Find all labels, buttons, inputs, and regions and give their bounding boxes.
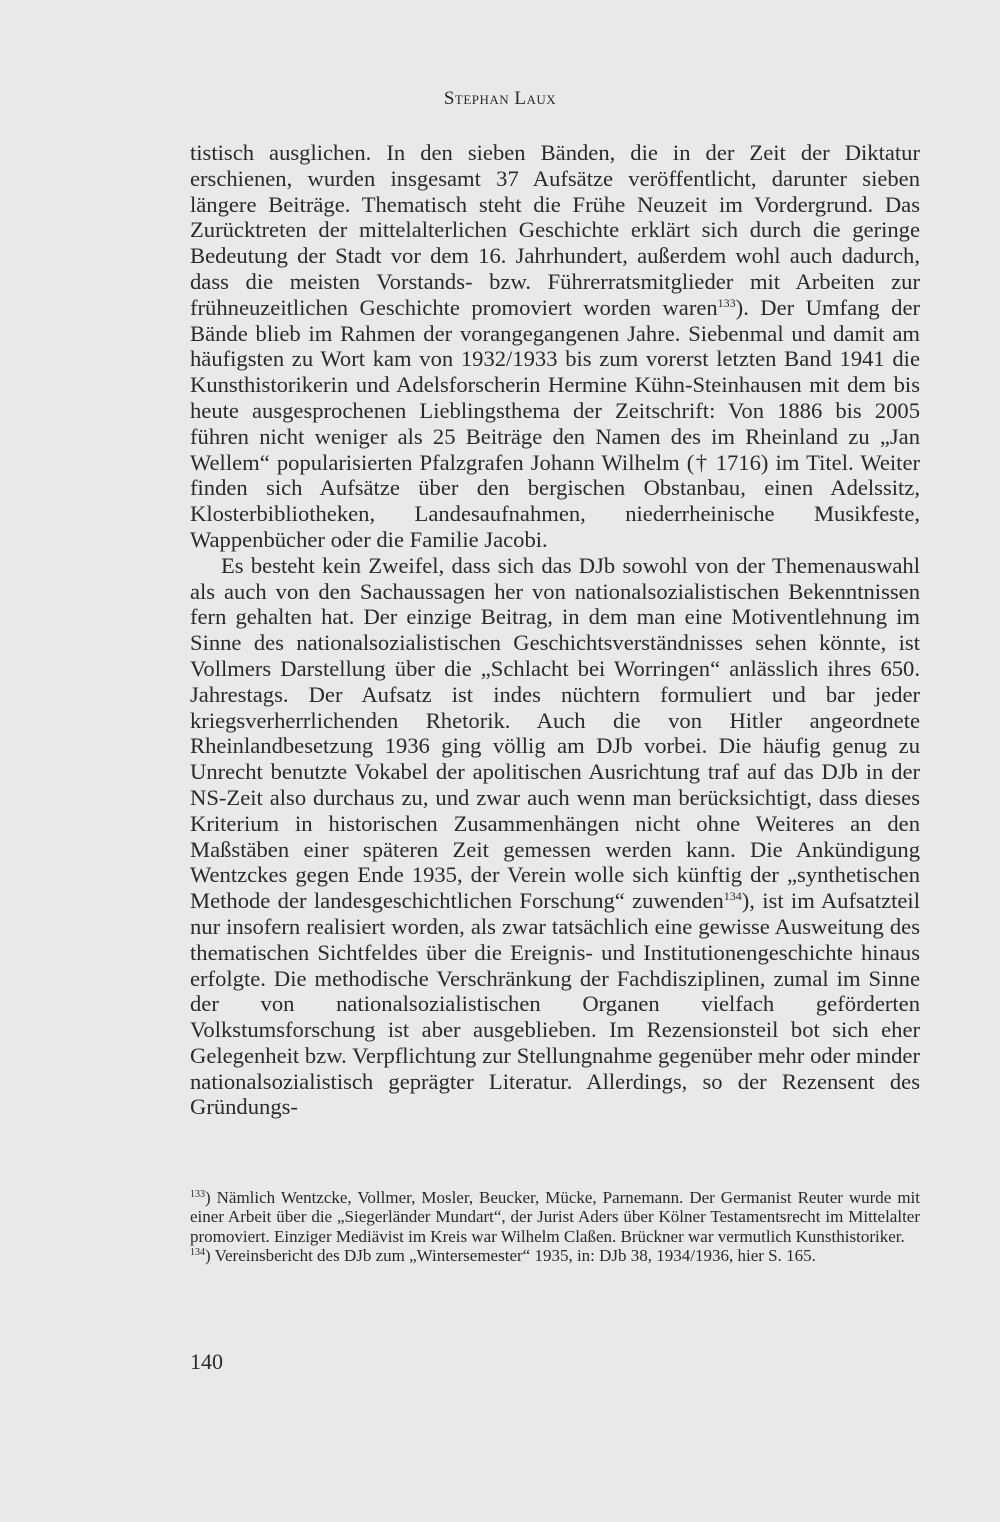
paragraph-1-text-a: tistisch ausglichen. In den sieben Bänden, die in der Zeit der Diktatur erschienen, wurden insgesamt 37 Aufsätze veröffentlicht, darunter sieben längere Beiträge. Thematisch steht die Frühe Neuzeit im Vordergrund. Das Zurücktreten der mittelalterlichen Geschichte erklärt sich durch die geringe Bedeutung der Stadt vor dem 16. Jahrhundert, außerdem wohl auch dadurch, dass die meisten Vorstands- bzw. Führerratsmitglieder mit Arbeiten zur frühneuzeitlichen Geschichte promoviert worden waren bbox=[190, 140, 920, 320]
footnote-number: 133 bbox=[190, 1189, 205, 1200]
footnote-text: ) Nämlich Wentzcke, Vollmer, Mosler, Beucker, Mücke, Parnemann. Der Germanist Reuter wurde mit einer Arbeit über die „Siegerländer Mundart“, der Jurist Aders über Kölner Testamentsrecht im Mittelalter promoviert. Einziger Mediävist im Kreis war Wilhelm Claßen. Brückner war vermutlich Kunsthistoriker. bbox=[190, 1188, 920, 1246]
paragraph-2-text-a: Es besteht kein Zweifel, dass sich das DJb sowohl von der Themenauswahl als auch von den Sachaussagen her von nationalsozialistischen Bekenntnissen fern gehalten hat. Der einzige Beitrag, in dem man eine Motiventlehnung im Sinne des nationalsozialistischen Geschichtsverständnisses sehen könnte, ist Vollmers Darstellung über die „Schlacht bei Worringen“ anlässlich ihres 650. Jahrestags. Der Aufsatz ist indes nüchtern formuliert und bar jeder kriegsverherrlichenden Rhetorik. Auch die von Hitler angeordnete Rheinlandbesetzung 1936 ging völlig am DJb vorbei. Die häufig genug zu Unrecht benutzte Vokabel der apolitischen Ausrichtung traf auf das DJb in der NS-Zeit also durchaus zu, und zwar auch wenn man berücksichtigt, dass dieses Kriterium in historischen Zusammenhängen nicht ohne Weiteres an den Maßstäben einer späteren Zeit gemessen werden kann. Die Ankündigung Wentzckes gegen Ende 1935, der Verein wolle sich künftig der „synthetischen Methode der landesgeschichtlichen Forschung“ zuwenden bbox=[190, 552, 920, 914]
paragraph-1 bbox=[190, 140, 920, 553]
paragraph-2 bbox=[190, 553, 920, 1121]
paragraph-1-text-b: ). Der Umfang der Bände blieb im Rahmen der vorangegangenen Jahre. Siebenmal und damit am häufigsten zu Wort kam von 1932/1933 bis zum vorerst letzten Band 1941 die Kunsthistorikerin und Adelsforscherin Hermine Kühn-Steinhausen mit dem bis heute ausgesprochenen Lieblingsthema der Zeitschrift: Von 1886 bis 2005 führen nicht weniger als 25 Beiträge den Namen des im Rheinland zu „Jan Wellem“ popularisierten Pfalzgrafen Johann Wilhelm († 1716) im Titel. Weiter finden sich Aufsätze über den bergischen Obstanbau, einen Adelssitz, Klosterbibliotheken, Landesaufnahmen, niederrheinische Musikfeste, Wappenbücher oder die Familie Jacobi. bbox=[190, 294, 921, 552]
footnote-ref-133: 133 bbox=[717, 295, 736, 310]
paragraph-2-text-b: ), ist im Aufsatzteil nur insofern realisiert worden, als zwar tatsächlich eine gewisse Ausweitung des thematischen Sichtfeldes über die Ereignis- und Institutionengeschichte hinaus erfolgte. Die methodische Verschränkung der Fachdisziplinen, zumal im Sinne der von nationalsozialistischen Organen vielfach geförderten Volkstumsforschung ist aber ausgeblieben. Im Rezensionsteil bot sich eher Gelegenheit bzw. Verpflichtung zur Stellungnahme gegenüber mehr oder minder nationalsozialistisch geprägter Literatur. Allerdings, so der Rezensent des Gründungs- bbox=[190, 888, 920, 1120]
footnotes bbox=[190, 1188, 920, 1266]
running-header: Stephan Laux bbox=[443, 88, 557, 109]
footnote-133 bbox=[190, 1188, 920, 1246]
footnote-number: 134 bbox=[190, 1247, 205, 1259]
footnote-ref-134: 134 bbox=[723, 889, 742, 904]
main-text bbox=[190, 140, 920, 1120]
footnote-text: ) Vereinsbericht des DJb zum „Wintersemester“ 1935, in: DJb 38, 1934/1936, hier S. 165. bbox=[205, 1246, 816, 1266]
footnote-134 bbox=[190, 1246, 920, 1265]
page-number: 140 bbox=[190, 1349, 223, 1374]
